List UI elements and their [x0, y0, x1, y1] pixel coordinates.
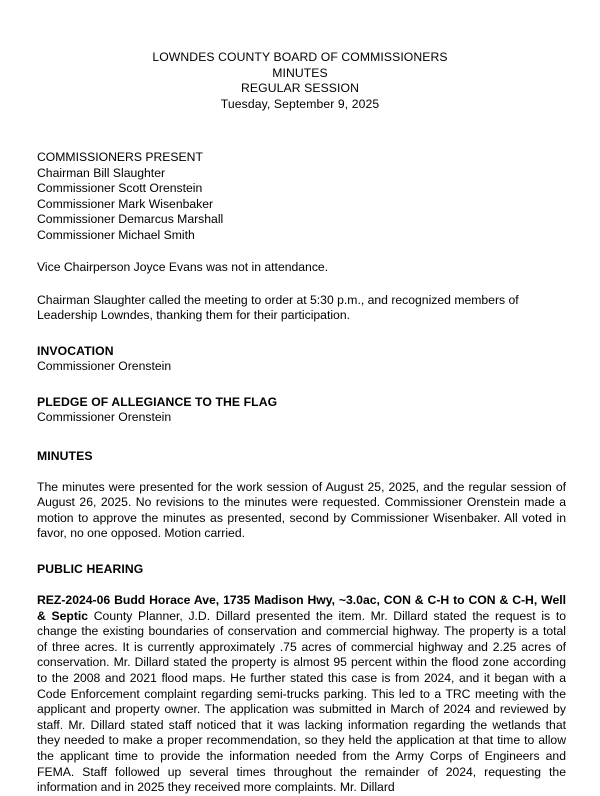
spacer: [37, 578, 566, 594]
header-line-date: Tuesday, September 9, 2025: [220, 96, 380, 111]
header-line-doctype: MINUTES: [272, 65, 328, 80]
section-heading-minutes: MINUTES: [37, 448, 93, 463]
rezoning-item-paragraph: [37, 593, 566, 796]
spacer: [37, 243, 566, 260]
spacer: [37, 464, 566, 480]
spacer: [37, 542, 566, 562]
section-heading-invocation: INVOCATION: [37, 343, 114, 358]
commissioners-present-block: [37, 150, 566, 243]
commissioner-list-item: Chairman Bill Slaughter: [37, 165, 166, 180]
rezoning-item-body: County Planner, J.D. Dillard presented the item. Mr. Dillard stated the request is to change the existing boundaries of conservation and commercial highway. The property is a total of three acres. It is currently approximately .75 acres of commercial highway and 2.25 acres of conservation. Mr. Dillard stated the property is almost 95 percent within the flood zone according to the 2008 and 2021 flood maps. He further stated this case is from 2024, and it began with a Code Enforcement complaint regarding semi-trucks parking. This led to a TRC meeting with the applicant and property owner. The application was submitted in March of 2024 and reviewed by staff. Mr. Dillard stated staff noticed that it was lacking information regarding the wetlands that they needed to make a proper recommendation, so they held the application at that time to allow the applicant time to provide the information needed from the Army Corps of Engineers and FEMA. Staff followed up several times throughout the remainder of 2024, requesting the information and in 2025 they received more complaints. Mr. Dillard: [37, 608, 566, 795]
absent-note: Vice Chairperson Joyce Evans was not in attendance.: [37, 260, 329, 274]
spacer: [37, 276, 566, 293]
spacer: [37, 426, 566, 449]
call-to-order-paragraph: Chairman Slaughter called the meeting to order at 5:30 p.m., and recognized members of Leadership Lowndes, thanking them for their participation.: [37, 292, 519, 323]
spacer: [37, 375, 566, 395]
commissioners-present-heading: COMMISSIONERS PRESENT: [37, 150, 203, 164]
document-header: [0, 50, 600, 112]
section-heading-pledge: PLEDGE OF ALLEGIANCE TO THE FLAG: [37, 394, 278, 409]
section-heading-public-hearing: PUBLIC HEARING: [37, 562, 144, 577]
commissioner-list-item: Commissioner Mark Wisenbaker: [37, 196, 214, 211]
header-line-session: REGULAR SESSION: [241, 81, 359, 96]
pledge-body: Commissioner Orenstein: [37, 410, 172, 425]
document-body: [37, 150, 566, 796]
commissioner-list-item: Commissioner Scott Orenstein: [37, 181, 203, 195]
minutes-paragraph: The minutes were presented for the work session of August 25, 2025, and the regular session of August 26, 2025. No revisions to the minutes were requested. Commissioner Orenstein made a motion to approve the minutes as presented, second by Commissioner Wisenbaker. All voted in favor, no one opposed. Motion carried.: [37, 479, 566, 541]
commissioner-list-item: Commissioner Michael Smith: [37, 227, 195, 242]
rezoning-item-title: REZ-2024-06 Budd Horace Ave, 1735 Madison Hwy, ~3.0ac, CON & C-H to CON & C-H, Well & Septic: [37, 593, 566, 623]
spacer: [37, 324, 566, 344]
commissioner-list-item: Commissioner Demarcus Marshall: [37, 212, 224, 226]
header-line-organization: LOWNDES COUNTY BOARD OF COMMISSIONERS: [152, 50, 448, 64]
invocation-body: Commissioner Orenstein: [37, 359, 172, 374]
